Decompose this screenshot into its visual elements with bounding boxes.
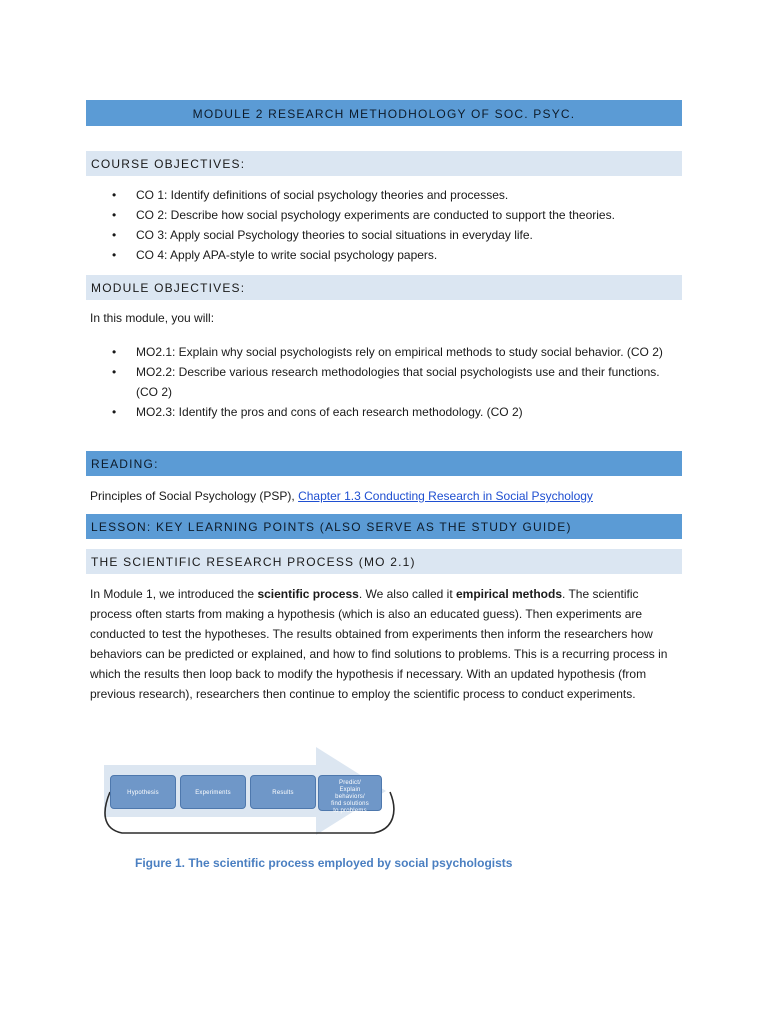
scientific-process-paragraph: In Module 1, we introduced the scientific process. We also called it empirical methods. The scientific process often starts from making a hypothesis (which is also an educated guess). Then experiments are conducted to test the hypotheses. The results obtained from experiments then inform the researchers how behaviors can be predicted or explained, and how to find solutions to problems. This is a recurring process in which the results then loop back to modify the hypothesis if necessary. With an updated hypothesis (from previous research), researchers then continue to employ the scientific process to conduct experiments. bbox=[90, 587, 668, 701]
reading-label: READING: bbox=[91, 457, 159, 471]
list-item: • MO2.1: Explain why social psychologists rely on empirical methods to study social behavior. (CO 2) bbox=[112, 342, 682, 362]
list-item: • MO2.3: Identify the pros and cons of each research methodology. (CO 2) bbox=[112, 402, 682, 422]
list-item: • MO2.2: Describe various research methodologies that social psychologists use and their functions. (CO 2) bbox=[112, 362, 682, 402]
bullet-icon: • bbox=[112, 405, 117, 419]
scientific-process-figure bbox=[98, 745, 408, 855]
module-objectives-label: MODULE OBJECTIVES: bbox=[91, 281, 246, 295]
list-item: • CO 4: Apply APA-style to write social psychology papers. bbox=[112, 245, 682, 265]
results-box: Results bbox=[250, 775, 316, 809]
course-objectives-list bbox=[112, 185, 682, 265]
module-title-bar bbox=[86, 100, 682, 126]
bullet-icon: • bbox=[112, 345, 117, 359]
list-item: • CO 1: Identify definitions of social psychology theories and processes. bbox=[112, 185, 682, 205]
bullet-icon: • bbox=[112, 365, 117, 379]
scientific-process-heading bbox=[86, 549, 682, 574]
lesson-label: LESSON: KEY LEARNING POINTS (ALSO SERVE AS THE STUDY GUIDE) bbox=[91, 520, 572, 534]
lesson-heading bbox=[86, 514, 682, 539]
bullet-icon: • bbox=[112, 248, 117, 262]
bullet-icon: • bbox=[112, 188, 117, 202]
chapter-link[interactable]: Chapter 1.3 Conducting Research in Social Psychology bbox=[298, 489, 593, 503]
scientific-process-label: THE SCIENTIFIC RESEARCH PROCESS (MO 2.1) bbox=[91, 555, 416, 569]
predict-box: Predict/ Explain behaviors/ find solutions to problems bbox=[318, 775, 382, 811]
bullet-icon: • bbox=[112, 228, 117, 242]
hypothesis-box: Hypothesis bbox=[110, 775, 176, 809]
module-objectives-list bbox=[112, 342, 682, 422]
reading-heading bbox=[86, 451, 682, 476]
course-objectives-label: COURSE OBJECTIVES: bbox=[91, 157, 246, 171]
reading-text: Principles of Social Psychology (PSP), Chapter 1.3 Conducting Research in Social Psychology bbox=[90, 489, 593, 503]
module-objectives-intro: In this module, you will: bbox=[90, 311, 215, 325]
bullet-icon: • bbox=[112, 208, 117, 222]
list-item: • CO 2: Describe how social psychology experiments are conducted to support the theories. bbox=[112, 205, 682, 225]
list-item: • CO 3: Apply social Psychology theories to social situations in everyday life. bbox=[112, 225, 682, 245]
module-title: MODULE 2 RESEARCH METHODHOLOGY OF SOC. PSYC. bbox=[192, 107, 576, 121]
experiments-box: Experiments bbox=[180, 775, 246, 809]
module-objectives-heading bbox=[86, 275, 682, 300]
course-objectives-heading bbox=[86, 151, 682, 176]
figure-caption: Figure 1. The scientific process employed by social psychologists bbox=[135, 856, 513, 870]
